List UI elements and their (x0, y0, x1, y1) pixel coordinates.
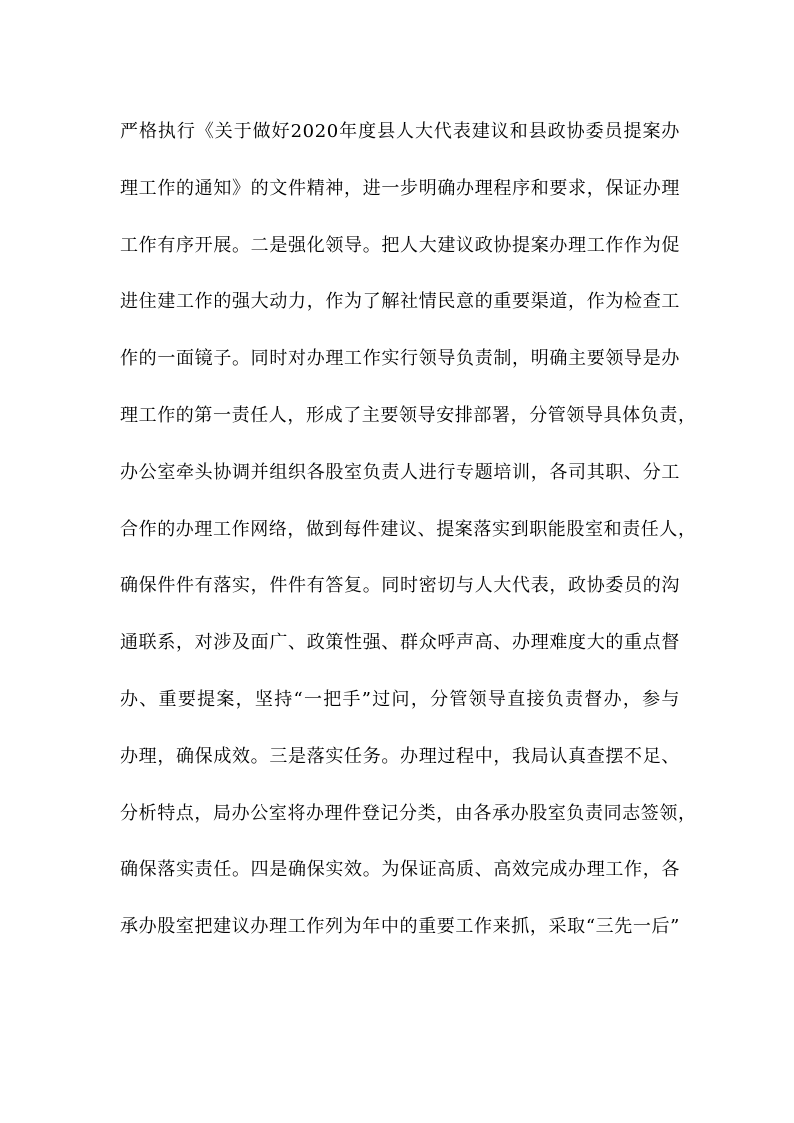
body-paragraph (120, 104, 697, 956)
text-line: 通联系，对涉及面广、政策性强、群众呼声高、办理难度大的重点督 (120, 632, 680, 654)
text-line: 确保落实责任。四是确保实效。为保证高质、高效完成办理工作，各 (120, 859, 680, 881)
text-line: 承办股室把建议办理工作列为年中的重要工作来抓，采取“三先一后” (120, 916, 680, 938)
text-line: 进住建工作的强大动力，作为了解社情民意的重要渠道，作为检查工 (120, 291, 680, 313)
text-line: 办理，确保成效。三是落实任务。办理过程中，我局认真查摆不足、 (120, 745, 680, 767)
text-line: 合作的办理工作网络，做到每件建议、提案落实到职能股室和责任人， (120, 518, 697, 540)
text-line: 办、重要提案，坚持“一把手”过问，分管领导直接负责督办，参与 (120, 688, 680, 710)
text-line: 分析特点，局办公室将办理件登记分类，由各承办股室负责同志签领， (120, 802, 697, 824)
text-line: 理工作的通知》的文件精神，进一步明确办理程序和要求，保证办理 (120, 177, 680, 199)
text-line: 理工作的第一责任人，形成了主要领导安排部署，分管领导具体负责， (120, 404, 697, 426)
text-line: 严格执行《关于做好2020年度县人大代表建议和县政协委员提案办 (120, 121, 680, 142)
text-line: 作的一面镜子。同时对办理工作实行领导负责制，明确主要领导是办 (120, 348, 680, 370)
text-line: 工作有序开展。二是强化领导。把人大建议政协提案办理工作作为促 (120, 234, 680, 256)
text-line: 办公室牵头协调并组织各股室负责人进行专题培训，各司其职、分工 (120, 461, 680, 483)
text-line: 确保件件有落实，件件有答复。同时密切与人大代表，政协委员的沟 (120, 575, 680, 597)
